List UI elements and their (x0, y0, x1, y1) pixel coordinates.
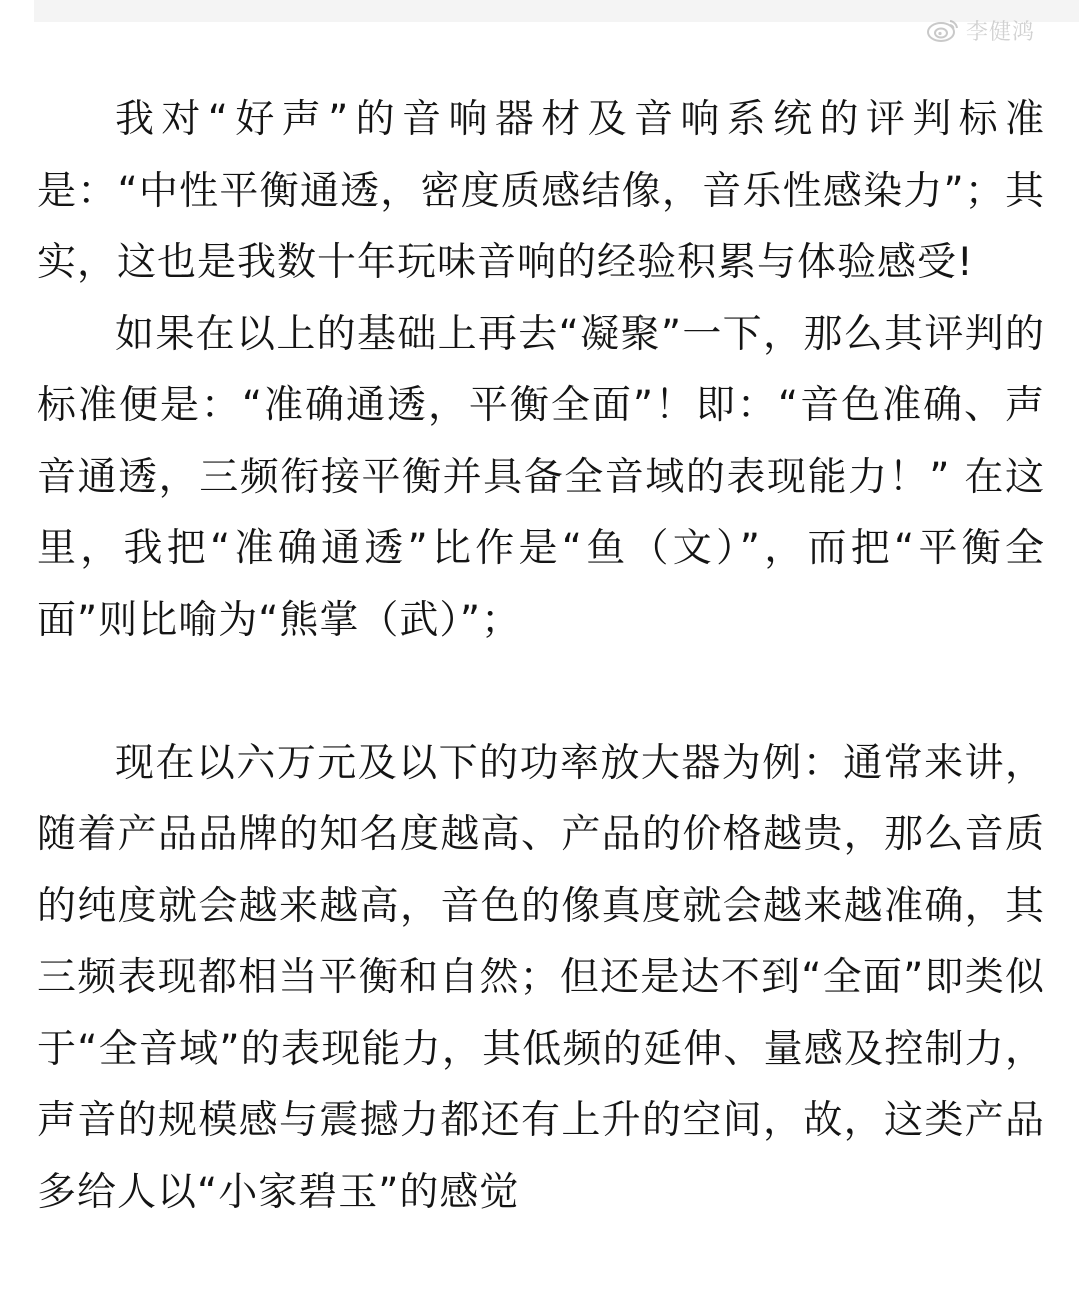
article-body (37, 84, 1045, 1228)
paragraph-evaluation-standard: 我对“好声”的音响器材及音响系统的评判标准是：“中性平衡通透，密度质感结像，音乐性感染力”；其实，这也是我数十年玩味音响的经验积累与体验感受! (37, 97, 1045, 285)
paragraph-condensed-standard: 如果在以上的基础上再去“凝聚”一下，那么其评判的标准便是：“准确通透，平衡全面”！即：“音色准确、声音通透，三频衔接平衡并具备全音域的表现能力！” 在这里，我把“准确通透”比作是“鱼（文）”，而把“平衡全面”则比喻为“熊掌（武）”； (37, 311, 1045, 643)
paragraph-spacer (37, 656, 1045, 728)
weibo-watermark (926, 12, 1035, 48)
paragraph-amplifier-example: 现在以六万元及以下的功率放大器为例：通常来讲，随着产品品牌的知名度越高、产品的价格越贵，那么音质的纯度就会越来越高，音色的像真度就会越来越准确，其三频表现都相当平衡和自然；但还是达不到“全面”即类似于“全音域”的表现能力，其低频的延伸、量感及控制力，声音的规模感与震撼力都还有上升的空间，故，这类产品多给人以“小家碧玉”的感觉 (37, 740, 1045, 1215)
top-image-strip (34, 0, 1079, 22)
watermark-username: 李健鸿 (965, 19, 1035, 45)
weibo-logo-icon (926, 17, 960, 43)
